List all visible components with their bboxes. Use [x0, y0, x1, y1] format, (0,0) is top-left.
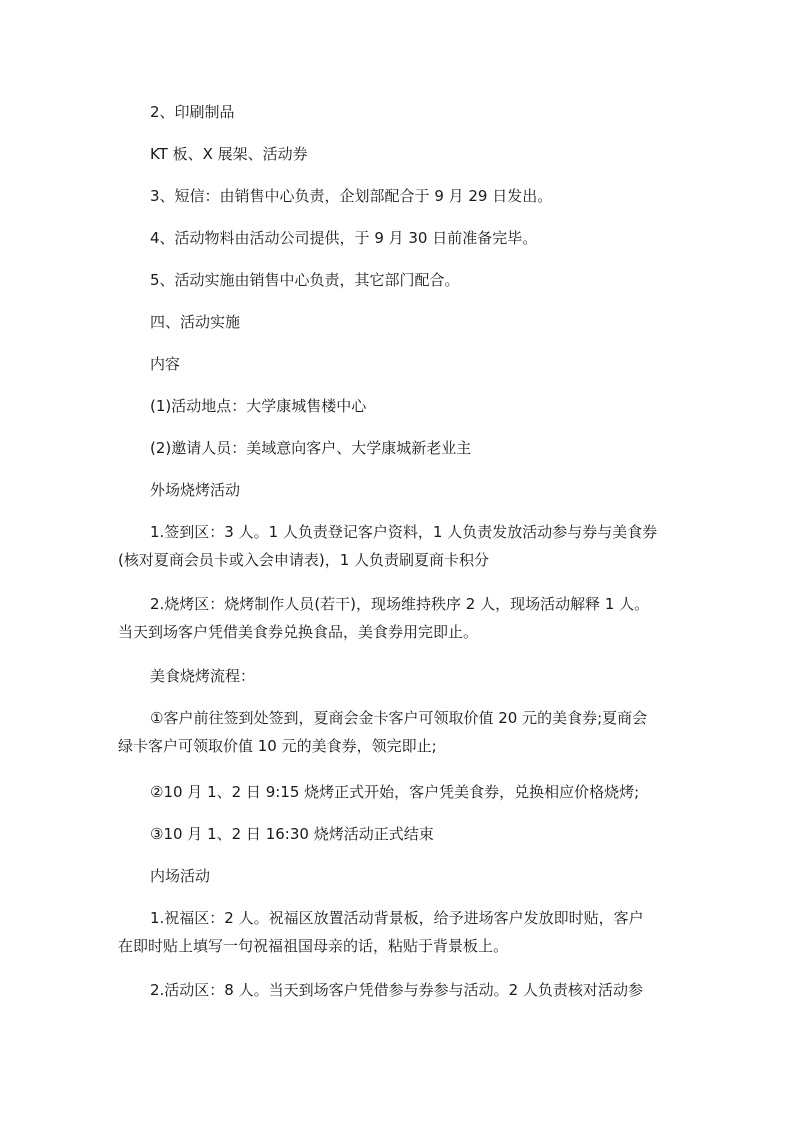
- paragraph-line: 1.祝福区：2 人。祝福区放置活动背景板，给予进场客户发放即时贴，客户: [150, 909, 644, 927]
- paragraph-line: 当天到场客户凭借美食券兑换食品，美食券用完即止。: [118, 623, 479, 641]
- paragraph-line: 2.活动区：8 人。当天到场客户凭借参与券参与活动。2 人负责核对活动参: [150, 981, 643, 999]
- paragraph-activity-materials: 4、活动物料由活动公司提供，于 9 月 30 日前准备完毕。: [150, 229, 538, 247]
- paragraph-sms: 3、短信：由销售中心负责，企划部配合于 9 月 29 日发出。: [150, 187, 553, 205]
- paragraph-process-step-2: ②10 月 1、2 日 9:15 烧烤正式开始，客户凭美食券，兑换相应价格烧烤;: [150, 783, 640, 801]
- paragraph-line: 2.烧烤区：烧烤制作人员(若干)，现场维持秩序 2 人，现场活动解释 1 人。: [150, 595, 650, 613]
- paragraph-line: ①客户前往签到处签到，夏商会金卡客户可领取价值 20 元的美食券;夏商会: [150, 709, 648, 727]
- section-heading-implementation: 四、活动实施: [150, 313, 241, 331]
- subheading-bbq-process: 美食烧烤流程：: [150, 667, 256, 685]
- paragraph-content-label: 内容: [150, 355, 181, 373]
- paragraph-line: 1.签到区：3 人。1 人负责登记客户资料，1 人负责发放活动参与券与美食券: [150, 523, 658, 541]
- paragraph-process-step-1: [118, 706, 647, 758]
- paragraph-location: (1)活动地点：大学康城售楼中心: [150, 397, 367, 415]
- subheading-outdoor-bbq: 外场烧烤活动: [150, 481, 241, 499]
- paragraph-line: 在即时贴上填写一句祝福祖国母亲的话，粘贴于背景板上。: [118, 937, 509, 955]
- subheading-indoor-activities: 内场活动: [150, 867, 211, 885]
- paragraph-invitees: (2)邀请人员：美域意向客户、大学康城新老业主: [150, 439, 472, 457]
- paragraph-bbq-area: [118, 592, 649, 644]
- paragraph-activity-area: [118, 978, 643, 1002]
- paragraph-implementation-owner: 5、活动实施由销售中心负责，其它部门配合。: [150, 271, 460, 289]
- paragraph-materials-list: KT 板、X 展架、活动券: [150, 145, 308, 163]
- paragraph-line: 绿卡客户可领取价值 10 元的美食券，领完即止;: [118, 737, 437, 755]
- paragraph-printed-materials: 2、印刷制品: [150, 103, 235, 121]
- paragraph-signin-area: [118, 520, 657, 572]
- paragraph-process-step-3: ③10 月 1、2 日 16:30 烧烤活动正式结束: [150, 825, 434, 843]
- paragraph-line: (核对夏商会员卡或入会申请表)，1 人负责刷夏商卡积分: [118, 551, 490, 569]
- paragraph-blessing-area: [118, 906, 644, 958]
